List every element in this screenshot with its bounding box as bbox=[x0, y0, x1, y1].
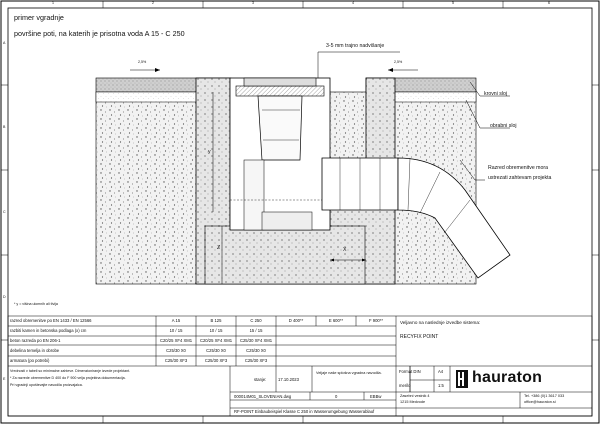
install-note: Veljaje naše splošna vgradna navodila. bbox=[316, 371, 382, 375]
drawing-title-line2: površine poti, na katerih je prisotna voda A 15 - C 250 bbox=[14, 29, 185, 38]
margin-letter-c: C bbox=[3, 210, 6, 214]
table-header-cell: B 125 bbox=[210, 318, 222, 323]
table-row-label: debelina temelja in obrobe bbox=[10, 348, 60, 353]
slope-label-right: 2,5% bbox=[394, 60, 403, 64]
table-header-cell: C 250 bbox=[250, 318, 262, 323]
gully-wall-left bbox=[244, 160, 264, 230]
company-logo: hauraton bbox=[472, 369, 543, 386]
table-cell: C25/30 XF3 bbox=[164, 358, 188, 363]
margin-letter-b: B bbox=[3, 125, 6, 129]
file-name: 000014M01_SLOVENIAN.dwg bbox=[234, 394, 292, 399]
dim-label-y: y bbox=[208, 149, 211, 155]
validity-label: Veljavno na naslednje izvedbe sistema: bbox=[400, 320, 481, 325]
table-cell: C25/30 XF3 bbox=[244, 358, 268, 363]
sheet-code: EBBw bbox=[370, 394, 382, 399]
footnote: * y = višina ulomnih ali tlvija bbox=[14, 302, 58, 306]
table-header-cell: E 600** bbox=[328, 318, 344, 323]
table-row-label: razbiti kamen in betonska podlaga (x) cm bbox=[10, 328, 87, 333]
gap-leader bbox=[318, 52, 403, 78]
table-note: Vrednosti v tabeli so minimalne zahteve. Dimenzioniranje izvede projektant. bbox=[10, 369, 131, 373]
scale-label: merilo bbox=[399, 383, 411, 388]
company-address-2: 1215 Medvode bbox=[400, 400, 426, 404]
layer-label-top: krovni sloj bbox=[484, 91, 508, 97]
gap-annotation: 3-5 mm trajno nadvišanje bbox=[326, 43, 385, 49]
margin-letter-d: D bbox=[3, 295, 6, 299]
concrete-base bbox=[205, 226, 365, 284]
grate bbox=[236, 86, 324, 96]
bottom-caption: RF-POINT Einbaubeispiel Klasse C 250 in Wasserumgebung Wasserablauf bbox=[234, 409, 375, 414]
margin-number-1: 1 bbox=[52, 1, 54, 5]
hauraton-logo-mark bbox=[456, 370, 468, 388]
margin-letter-a: A bbox=[3, 41, 6, 45]
table-cell: C25/30 X0 bbox=[246, 348, 266, 353]
grate-frame bbox=[244, 78, 316, 86]
company-address-1: Zasebni vestnik 4 bbox=[400, 394, 430, 398]
scale-value: 1:5 bbox=[438, 383, 444, 388]
table-cell: C25/30 XF4 XM1 bbox=[239, 338, 273, 343]
margin-number-2: 2 bbox=[152, 1, 154, 5]
revision: 0 bbox=[335, 394, 338, 399]
slope-label-left: 2,5% bbox=[138, 60, 147, 64]
table-cell: C25/30 XF3 bbox=[204, 358, 228, 363]
format-value: A4 bbox=[438, 369, 444, 374]
table-row-label: razred obremenitve po EN 1433 / EN 12566 bbox=[10, 318, 92, 323]
title-block-grid bbox=[8, 316, 592, 416]
table-cell: 10 / 15 bbox=[169, 328, 183, 333]
date-label: stanje: bbox=[254, 377, 267, 382]
table-cell: C20/25 XF4 XM1 bbox=[159, 338, 193, 343]
table-cell: C20/25 XF4 XM1 bbox=[199, 338, 233, 343]
table-header-cell: A 15 bbox=[171, 318, 181, 323]
margin-number-3: 3 bbox=[252, 1, 254, 5]
table-header-cell: D 400** bbox=[288, 318, 304, 323]
layer-label-mid: obrabni sloj bbox=[490, 123, 517, 129]
margin-letter-e: E bbox=[3, 377, 6, 381]
margin-number-4: 4 bbox=[352, 1, 354, 5]
table-note: * Za razrede obremenitve D 400 do F 900 velja projektna dokumentacija. bbox=[10, 376, 126, 380]
table-header-cell: F 900** bbox=[369, 318, 383, 323]
company-email: office@hauraton.si bbox=[524, 400, 556, 404]
company-phone: Tel. +386 (0)1 3617 033 bbox=[524, 394, 565, 398]
dirt-bucket bbox=[258, 96, 302, 160]
table-cell: C25/30 X0 bbox=[206, 348, 226, 353]
table-row-label: armatura (po potrebi) bbox=[10, 358, 50, 363]
table-note: Pri vgradnji upoštevajte navodila proizvajalca. bbox=[10, 383, 83, 387]
dim-label-x: X bbox=[343, 247, 347, 253]
format-label: Format DIN bbox=[399, 369, 421, 374]
table-row-label: beton razreda po EN 206-1 bbox=[10, 338, 61, 343]
date-value: 17.10.2023 bbox=[278, 377, 299, 382]
sump bbox=[262, 212, 312, 230]
table-cell: 10 / 15 bbox=[209, 328, 223, 333]
layer-label-low-1: Razred obremenitve mora bbox=[488, 165, 548, 171]
table-cell: C25/30 X0 bbox=[166, 348, 186, 353]
dim-label-z: Z bbox=[217, 245, 221, 251]
margin-number-5: 5 bbox=[452, 1, 454, 5]
margin-number-6: 6 bbox=[548, 1, 550, 5]
table-cell: 15 / 15 bbox=[249, 328, 263, 333]
system-name: RECYFIX POINT bbox=[400, 334, 439, 340]
drawing-title-line1: primer vgradnje bbox=[14, 13, 64, 22]
layer-label-low-2: ustrezati zahtevam projekta bbox=[488, 175, 552, 181]
